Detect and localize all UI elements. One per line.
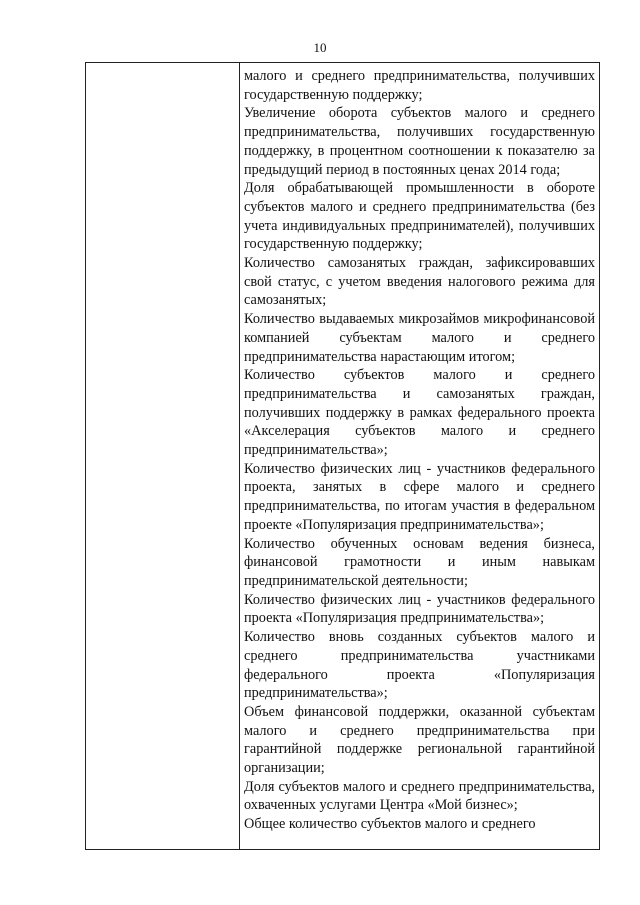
table-right-column bbox=[240, 63, 599, 849]
list-item: Доля субъектов малого и среднего предпринимательства, охваченных услугами Центра «Мой бизнес»; bbox=[244, 778, 595, 814]
list-item: Количество обученных основам ведения бизнеса, финансовой грамотности и иным навыкам предпринимательской деятельности; bbox=[244, 535, 595, 589]
list-item: Количество вновь созданных субъектов малого и среднего предпринимательства участниками федерального проекта «Популяризация предпринимательства»; bbox=[244, 629, 595, 702]
list-item: Увеличение оборота субъектов малого и среднего предпринимательства, получивших государственную поддержку, в процентном соотношении к показателю за предыдущий период в постоянных ценах 2014 года; bbox=[244, 105, 595, 178]
list-item: Количество субъектов малого и среднего предпринимательства и самозанятых граждан, получивших поддержку в рамках федерального проекта «Акселерация субъектов малого и среднего предпринимательства»; bbox=[244, 367, 595, 459]
list-item: Доля обрабатывающей промышленности в обороте субъектов малого и среднего предпринимательства (без учета индивидуальных предпринимателей), получивших государственную поддержку; bbox=[244, 180, 595, 253]
list-item: Количество физических лиц - участников федерального проекта, занятых в сфере малого и среднего предпринимательства, по итогам участия в федеральном проекте «Популяризация предпринимательства»; bbox=[244, 460, 595, 533]
page-number: 10 bbox=[313, 40, 327, 55]
list-item: Количество выдаваемых микрозаймов микрофинансовой компанией субъектам малого и среднего предпринимательства нарастающим итогом; bbox=[244, 311, 595, 365]
list-item: малого и среднего предпринимательства, получивших государственную поддержку; bbox=[244, 68, 595, 103]
table-left-column bbox=[86, 63, 240, 849]
indicators-table bbox=[85, 62, 600, 850]
list-item: Количество самозанятых граждан, зафиксировавших свой статус, с учетом введения налогового режима для самозанятых; bbox=[244, 255, 595, 309]
list-item: Общее количество субъектов малого и среднего bbox=[244, 816, 536, 833]
list-item: Объем финансовой поддержки, оказанной субъектам малого и среднего предпринимательства при гарантийной поддержке региональной гарантийной организации; bbox=[244, 703, 595, 777]
list-item: Количество физических лиц - участников федерального проекта «Популяризация предпринимательства»; bbox=[244, 591, 595, 627]
